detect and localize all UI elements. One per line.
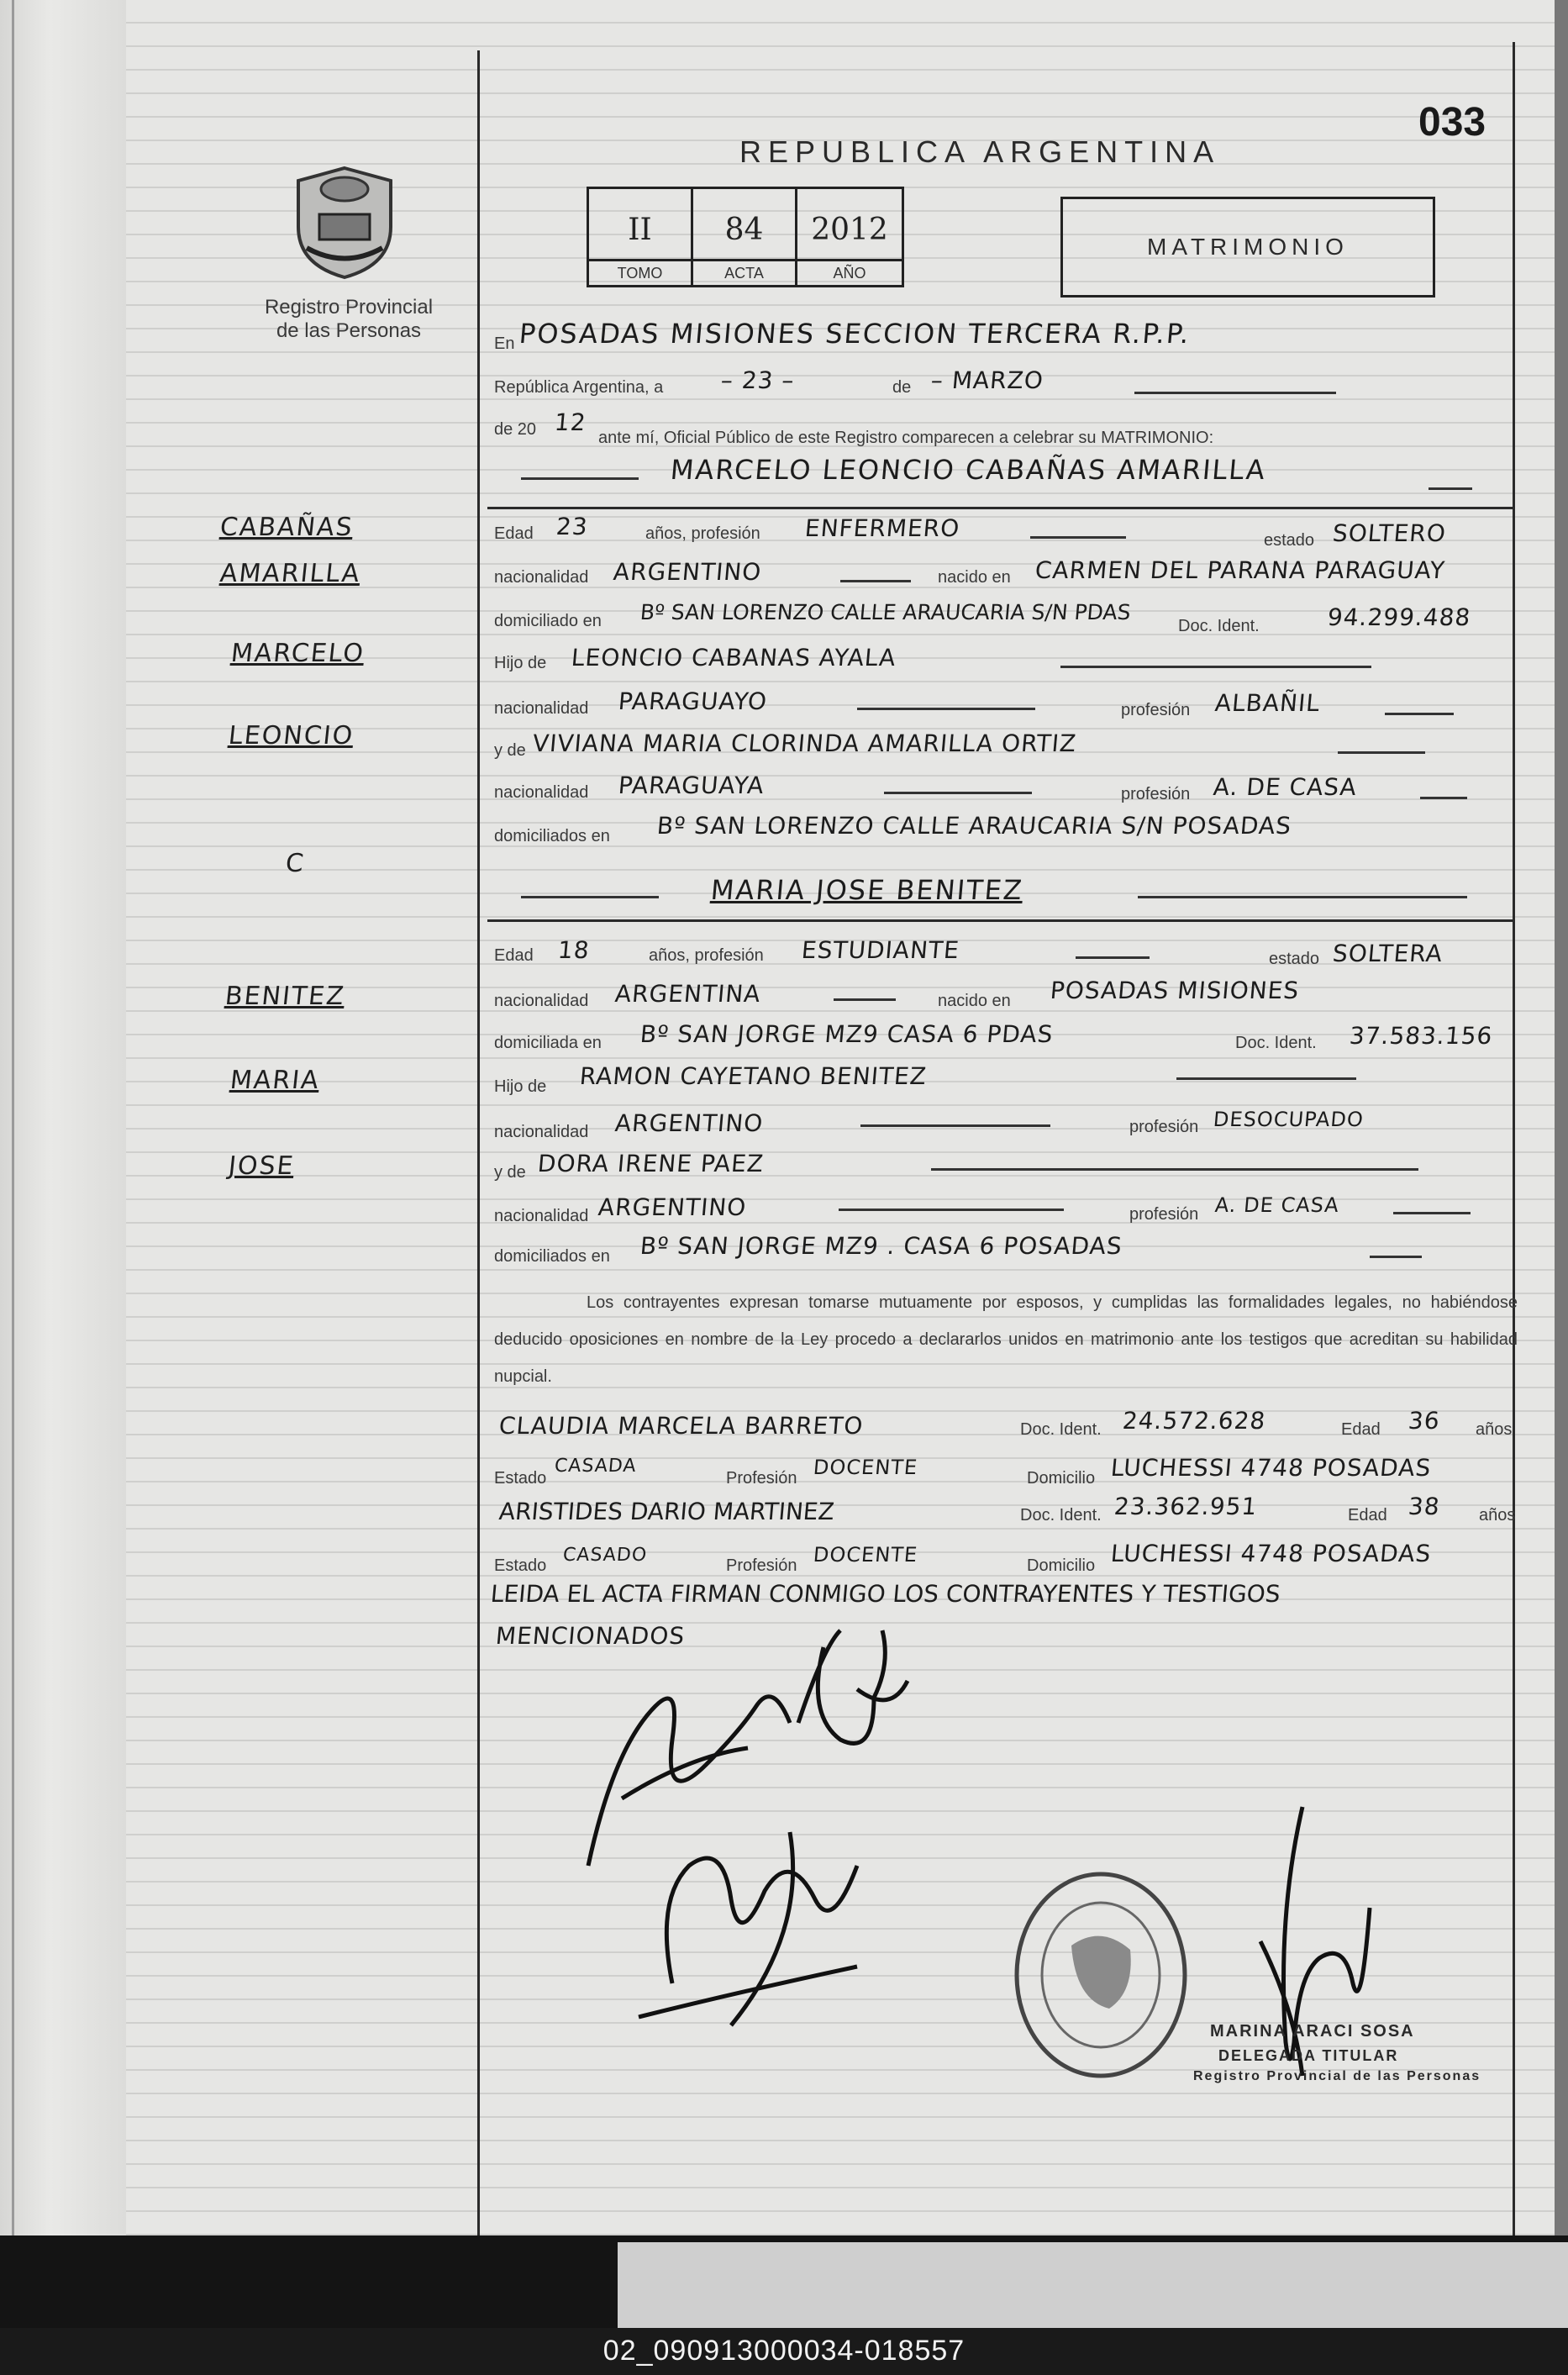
- left-page-strip: [0, 0, 126, 2261]
- groom-mother-nationality: PARAGUAYA: [617, 771, 766, 799]
- stamp-line-3: Registro Provincial de las Personas: [1193, 2069, 1481, 2083]
- witness-2-name: ARISTIDES DARIO MARTINEZ: [497, 1498, 836, 1525]
- margin-note: MARIA: [229, 1066, 322, 1095]
- place-value: POSADAS MISIONES SECCION TERCERA R.P.P.: [518, 318, 1192, 350]
- bride-age: 18: [556, 936, 592, 964]
- stamp-line-1: MARINA ARACI SOSA: [1210, 2022, 1415, 2041]
- witness-2-profession: DOCENTE: [812, 1543, 919, 1567]
- margin-note: MARCELO: [229, 639, 366, 668]
- witness-2-doc: 23.362.951: [1113, 1493, 1259, 1520]
- margin-note: JOSE: [227, 1151, 297, 1181]
- official-stamp-icon: [1008, 1866, 1193, 2084]
- year-value: 12: [553, 408, 588, 436]
- stamp-line-2: DELEGADA TITULAR: [1218, 2047, 1399, 2064]
- witness-1-age: 36: [1407, 1407, 1442, 1435]
- bride-profession: ESTUDIANTE: [800, 936, 961, 964]
- margin-note: CABAÑAS: [218, 513, 355, 542]
- month-value: – MARZO: [929, 366, 1045, 394]
- margin-note: BENITEZ: [224, 982, 347, 1011]
- groom-profession: ENFERMERO: [803, 514, 961, 542]
- groom-doc: 94.299.488: [1326, 603, 1472, 631]
- bride-father-profession: DESOCUPADO: [1212, 1108, 1365, 1131]
- bride-mother-profession: A. DE CASA: [1213, 1193, 1341, 1217]
- groom-mother: VIVIANA MARIA CLORINDA AMARILLA ORTIZ: [531, 729, 1078, 757]
- anio-value: 2012: [811, 213, 888, 247]
- bride-parents-address: Bº SAN JORGE MZ9 . CASA 6 POSADAS: [639, 1232, 1124, 1260]
- tomo-value: II: [628, 213, 652, 247]
- right-rule: [1513, 42, 1515, 2235]
- groom-father-profession: ALBAÑIL: [1213, 689, 1322, 717]
- closing-line-2: MENCIONADOS: [494, 1622, 687, 1650]
- bride-civil-status: SOLTERA: [1331, 940, 1444, 967]
- margin-rule: [477, 50, 480, 2235]
- day-value: – 23 –: [719, 366, 796, 394]
- margin-note: LEONCIO: [227, 721, 355, 750]
- folio-number: 033: [1418, 100, 1486, 145]
- bride-nationality: ARGENTINA: [613, 980, 762, 1008]
- groom-father: LEONCIO CABANAS AYALA: [570, 644, 897, 671]
- groom-age: 23: [555, 513, 590, 540]
- signature-bride: [622, 1798, 891, 2034]
- groom-birthplace: CARMEN DEL PARANA PARAGUAY: [1034, 556, 1447, 584]
- bride-father: RAMON CAYETANO BENITEZ: [578, 1062, 929, 1090]
- bride-address: Bº SAN JORGE MZ9 CASA 6 PDAS: [639, 1020, 1055, 1048]
- declaration-text: Los contrayentes expresan tomarse mutuamente por esposos, y cumplidas las formalidades legales, no habiéndose deducido oposiciones en nombre de la Ley procedo a declararlos unidos en matrimonio ante los testigos que acreditan su habilidad nupcial.: [494, 1293, 1518, 1386]
- witness-1-address: LUCHESSI 4748 POSADAS: [1109, 1454, 1433, 1482]
- witness-1-name: CLAUDIA MARCELA BARRETO: [497, 1412, 865, 1440]
- groom-civil-status: SOLTERO: [1331, 519, 1448, 547]
- bride-doc: 37.583.156: [1348, 1022, 1494, 1050]
- bride-father-nationality: ARGENTINO: [613, 1109, 765, 1137]
- margin-note: AMARILLA: [218, 559, 363, 588]
- groom-parents-address: Bº SAN LORENZO CALLE ARAUCARIA S/N POSADAS: [655, 812, 1293, 840]
- groom-nationality: ARGENTINO: [612, 558, 763, 586]
- groom-name: MARCELO LEONCIO CABAÑAS AMARILLA: [669, 454, 1268, 486]
- witness-1-profession: DOCENTE: [812, 1456, 919, 1479]
- bride-name: MARIA JOSE BENITEZ: [709, 874, 1025, 906]
- margin-note: C: [284, 849, 307, 878]
- groom-mother-profession: A. DE CASA: [1212, 773, 1359, 801]
- registry-label: Registro Provincial de las Personas: [264, 296, 434, 342]
- footer-code: 02_090913000034-018557: [602, 2335, 966, 2367]
- witness-2-age: 38: [1407, 1493, 1442, 1520]
- groom-address: Bº SAN LORENZO CALLE ARAUCARIA S/N PDAS: [639, 600, 1132, 624]
- bride-birthplace: POSADAS MISIONES: [1049, 977, 1301, 1004]
- bride-mother-nationality: ARGENTINO: [597, 1193, 748, 1221]
- closing-line-1: LEIDA EL ACTA FIRMAN CONMIGO LOS CONTRAYENTES Y TESTIGOS: [489, 1580, 1281, 1608]
- act-type-box: MATRIMONIO: [1060, 197, 1435, 298]
- bride-mother: DORA IRENE PAEZ: [536, 1150, 766, 1177]
- province-seal-icon: [290, 164, 399, 282]
- country-title: REPUBLICA ARGENTINA: [739, 134, 1221, 169]
- witness-2-address: LUCHESSI 4748 POSADAS: [1109, 1540, 1433, 1567]
- witness-1-doc: 24.572.628: [1121, 1407, 1267, 1435]
- tomo-acta-box: II TOMO 84 ACTA 2012 AÑO: [587, 187, 904, 287]
- acta-value: 84: [724, 213, 764, 247]
- groom-father-nationality: PARAGUAYO: [617, 687, 769, 715]
- witness-2-civil-status: CASADO: [561, 1545, 649, 1566]
- witness-1-civil-status: CASADA: [553, 1456, 638, 1477]
